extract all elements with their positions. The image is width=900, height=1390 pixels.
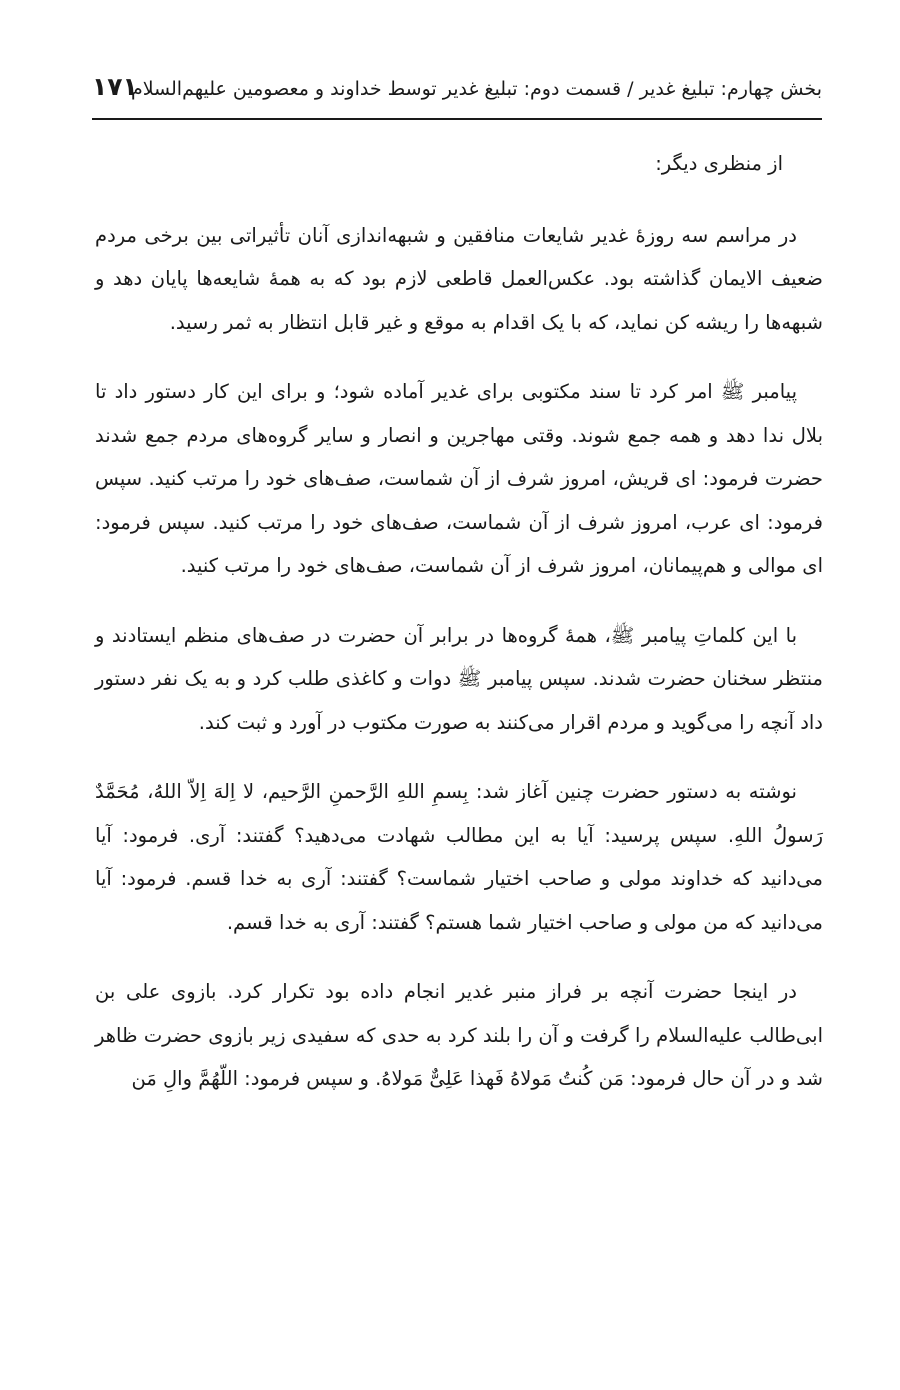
- body-text: [95, 140, 823, 1127]
- paragraph: در مراسم سه روزهٔ غدیر شایعات منافقین و شبهه‌اندازی آنان تأثیراتی بین برخی مردم ضعیف الایمان گذاشته بود. عکس‌العمل قاطعی لازم بود که به همهٔ شایعه‌ها پایان دهد و شبهه‌ها را ریشه کن نماید، که با یک اقدام به موقع و غیر قابل انتظار به ثمر رسید.: [95, 223, 823, 334]
- section-label: از منظری دیگر:: [655, 152, 783, 175]
- paragraph: پیامبر ﷺ امر کرد تا سند مکتوبی برای غدیر آماده شود؛ و برای این کار دستور داد تا بلال ندا دهد و همه جمع شوند. وقتی مهاجرین و انصار و سایر گروه‌های مردم جمع شدند حضرت فرمود: ای قریش، امروز شرف از آن شماست، صف‌های خود را مرتب کنید. سپس فرمود: ای عرب، امروز شرف از آن شماست، صف‌های خود را مرتب کنید. سپس فرمود: ای موالی و هم‌پیمانان، امروز شرف از آن شماست، صف‌های خود را مرتب کنید.: [95, 380, 823, 577]
- paragraph: در اینجا حضرت آنچه بر فراز منبر غدیر انجام داده بود تکرار کرد. بازوی علی بن ابی‌طالب علیه‌السلام را گرفت و آن را بلند کرد به حدی که سفیدی زیر بازوی حضرت ظاهر شد و در آن حال فرمود: مَن کُنتُ مَولاهُ فَهذا عَلِیٌّ مَولاهُ. و سپس فرمود: اللّهُمَّ والِ مَن: [95, 980, 823, 1090]
- running-header: [92, 70, 822, 120]
- page-number: ۱۷۱: [92, 72, 138, 101]
- paragraph: با این کلماتِ پیامبر ﷺ، همهٔ گروه‌ها در برابر آن حضرت در صف‌های منظم ایستادند و منتظر سخنان حضرت شدند. سپس پیامبر ﷺ دوات و کاغذی طلب کرد و به یک نفر دستور داد آنچه را می‌گوید و مردم اقرار می‌کنند به صورت مکتوب در آورد و ثبت کند.: [95, 623, 823, 734]
- header-title: بخش چهارم: تبلیغ غدیر / قسمت دوم: تبلیغ غدیر توسط خداوند و معصومین علیهم‌السلام: [130, 78, 822, 100]
- paragraph: نوشته به دستور حضرت چنین آغاز شد: بِسمِ اللهِ الرَّحمنِ الرَّحیم، لا اِلهَ اِلاّ اللهُ، مُحَمَّدٌ رَسولُ اللهِ. سپس پرسید: آیا به این مطالب شهادت می‌دهید؟ گفتند: آری. فرمود: آیا می‌دانید که خداوند مولی و صاحب اختیار شماست؟ گفتند: آری به خدا قسم. فرمود: آیا می‌دانید که من مولی و صاحب اختیار شما هستم؟ گفتند: آری به خدا قسم.: [95, 780, 823, 934]
